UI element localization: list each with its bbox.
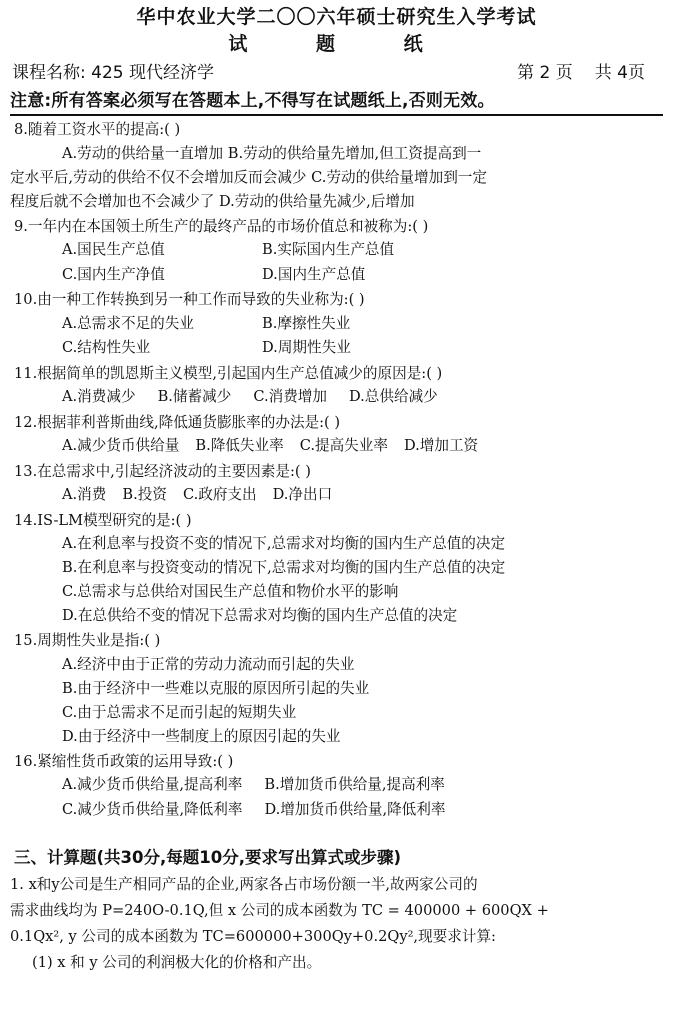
option-c: C.由于总需求不足而引起的短期失业 — [62, 703, 297, 721]
question-13 — [10, 460, 663, 508]
option-c: C.提高失业率 — [299, 437, 388, 454]
option-d: D.增加工资 — [403, 437, 479, 454]
option-c: C.政府支出 — [182, 486, 257, 503]
option-row — [10, 238, 663, 263]
option-row — [10, 483, 663, 508]
option-b: B.储蓄减少 — [157, 388, 232, 405]
option-row — [10, 798, 663, 823]
option-b: B.由于经济中一些难以克服的原因所引起的失业 — [62, 679, 370, 697]
option-b: B.在利息率与投资变动的情况下,总需求对均衡的国内生产总值的决定 — [62, 559, 506, 576]
question-stem: 15.周期性失业是指:( ) — [14, 632, 161, 649]
calculation-question-1 — [10, 872, 663, 976]
option-c: C.消费增加 — [253, 388, 327, 405]
option-b: B.实际国内生产总值 — [262, 241, 395, 258]
question-stem: 11.根据简单的凯恩斯主义模型,引起国内生产总值减少的原因是:( ) — [14, 364, 443, 382]
option-row — [10, 385, 663, 410]
section-3-title: 三、计算题(共30分,每题10分,要求写出算式或步骤) — [14, 848, 402, 867]
option-a: A.消费 — [62, 486, 107, 503]
exam-subtitle — [10, 30, 663, 58]
option-c: C.结构性失业 — [62, 339, 151, 356]
option-c: C.国内生产净值 — [62, 265, 165, 283]
question-line: 定水平后,劳动的供给不仅不会增加反而会减少 C.劳动的供给量增加到一定 — [10, 168, 487, 186]
question-stem: 12.根据菲利普斯曲线,降低通货膨胀率的办法是:( ) — [14, 413, 341, 431]
question-stem: 16.紧缩性货币政策的运用导致:( ) — [14, 752, 234, 770]
option-a: A.消费减少 — [62, 388, 136, 405]
question-list — [10, 118, 663, 822]
course-name: 425 现代经济学 — [91, 63, 214, 83]
option-row — [10, 312, 663, 337]
question-stem: 10.由一种工作转换到另一种工作而导致的失业称为:( ) — [14, 291, 365, 308]
option-c: C.减少货币供给量,降低利率 — [62, 800, 243, 818]
option-row — [10, 434, 663, 459]
question-14 — [10, 509, 663, 629]
option-a: A.减少货币供给量,提高利率 — [62, 776, 243, 793]
option-b: B.投资 — [122, 486, 167, 503]
page-number: 第 2 页 — [517, 63, 573, 83]
question-12 — [10, 411, 663, 459]
question-15 — [10, 629, 663, 749]
exam-title: 华中农业大学二〇〇六年硕士研究生入学考试 — [136, 6, 537, 28]
option-d: D.增加货币供给量,降低利率 — [264, 800, 446, 818]
option-row — [10, 773, 663, 798]
question-stem: 14.IS-LM模型研究的是:( ) — [14, 511, 192, 529]
option-a: A.国民生产总值 — [62, 241, 165, 258]
question-line: 1. x和y公司是生产相同产品的企业,两家各占市场份额一半,故两家公司的 — [10, 876, 478, 893]
option-c: C.总需求与总供给对国民生产总值和物价水平的影响 — [62, 583, 399, 600]
question-stem: 13.在总需求中,引起经济波动的主要因素是:( ) — [14, 462, 311, 480]
question-line: 程度后就不会增加也不会减少了 D.劳动的供给量先减少,后增加 — [10, 192, 415, 210]
course-info — [12, 58, 214, 88]
option-b: B.降低失业率 — [195, 437, 284, 454]
course-meta-row — [10, 58, 663, 88]
exam-subtitle-text: 试 题 纸 — [228, 33, 445, 55]
option-a: A.经济中由于正常的劳动力流动而引起的失业 — [62, 655, 355, 673]
option-a: A.在利息率与投资不变的情况下,总需求对均衡的国内生产总值的决定 — [62, 535, 506, 552]
exam-page — [0, 4, 673, 1009]
option-b: B.增加货币供给量,提高利率 — [264, 776, 445, 793]
page-total: 共 4页 — [594, 63, 645, 83]
option-a: A.总需求不足的失业 — [62, 314, 194, 332]
question-9 — [10, 215, 663, 288]
sub-question-1: (1) x 和 y 公司的利润极大化的价格和产出。 — [32, 954, 322, 971]
option-d: D.净出口 — [272, 486, 333, 503]
option-d: D.在总供给不变的情况下总需求对均衡的国内生产总值的决定 — [62, 607, 458, 624]
option-d: D.周期性失业 — [262, 339, 351, 356]
question-line: 需求曲线均为 P=240O-0.1Q,但 x 公司的成本函数为 TC = 400000 + 600QX + — [10, 902, 549, 919]
question-line: A.劳动的供给量一直增加 B.劳动的供给量先增加,但工资提高到一 — [62, 144, 482, 162]
question-16 — [10, 750, 663, 823]
question-11 — [10, 362, 663, 410]
question-8 — [10, 118, 663, 214]
question-stem: 9.一年内在本国领土所生产的最终产品的市场价值总和被称为:( ) — [14, 217, 429, 235]
option-row — [10, 263, 663, 288]
notice-banner: 注意:所有答案必须写在答题本上,不得写在试题纸上,否则无效。 — [10, 88, 663, 116]
option-d: D.由于经济中一些制度上的原因引起的失业 — [62, 727, 341, 745]
question-10 — [10, 288, 663, 361]
option-b: B.摩擦性失业 — [262, 314, 351, 332]
option-a: A.减少货币供给量 — [62, 437, 180, 454]
page-info — [517, 58, 661, 88]
option-row — [10, 336, 663, 361]
course-label: 课程名称: — [12, 63, 86, 83]
question-line: 0.1Qx², y 公司的成本函数为 TC=600000+300Qy+0.2Qy²,现要求计算: — [10, 928, 496, 945]
option-d: D.国内生产总值 — [262, 265, 366, 283]
option-d: D.总供给减少 — [348, 388, 438, 405]
question-stem: 8.随着工资水平的提高:( ) — [14, 121, 181, 138]
